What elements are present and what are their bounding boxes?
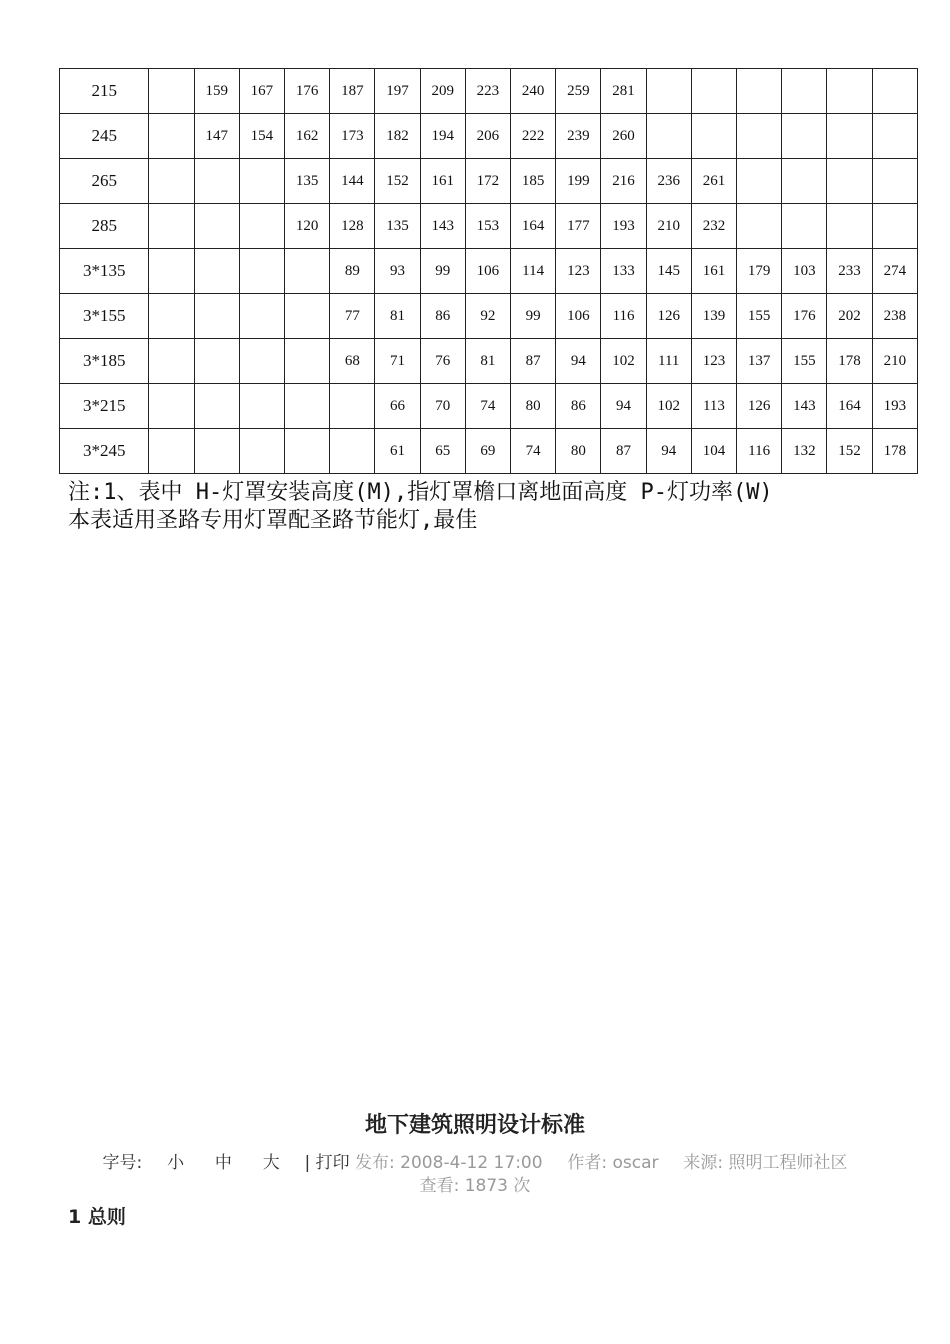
table-cell: 74 — [465, 384, 510, 429]
table-cell — [646, 114, 691, 159]
table-cell — [737, 69, 782, 114]
table-cell: 102 — [646, 384, 691, 429]
table-cell: 172 — [465, 159, 510, 204]
table-cell — [194, 204, 239, 249]
table-row — [60, 114, 918, 159]
table-cell: 94 — [646, 429, 691, 474]
table-cell: 99 — [420, 249, 465, 294]
table-cell — [782, 69, 827, 114]
table-cell — [872, 159, 917, 204]
table-row — [60, 429, 918, 474]
view-count: 查看: 1873 次 — [419, 1176, 531, 1196]
table-cell — [194, 159, 239, 204]
publish-date: 发布: 2008-4-12 17:00 — [355, 1153, 543, 1173]
table-cell — [194, 294, 239, 339]
table-cell: 139 — [691, 294, 736, 339]
table-cell: 69 — [465, 429, 510, 474]
table-cell: 216 — [601, 159, 646, 204]
font-size-large-link[interactable]: 大 — [262, 1153, 280, 1173]
table-cell: 161 — [420, 159, 465, 204]
table-cell: 209 — [420, 69, 465, 114]
table-cell: 202 — [827, 294, 872, 339]
table-cell: 144 — [330, 159, 375, 204]
author: 作者: oscar — [567, 1153, 659, 1173]
table-cell — [782, 114, 827, 159]
table-cell: 65 — [420, 429, 465, 474]
table-cell: 261 — [691, 159, 736, 204]
table-cell: 68 — [330, 339, 375, 384]
table-cell — [194, 249, 239, 294]
table-cell: 94 — [601, 384, 646, 429]
table-cell: 176 — [285, 69, 330, 114]
table-cell: 223 — [465, 69, 510, 114]
table-cell: 232 — [691, 204, 736, 249]
table-cell: 132 — [782, 429, 827, 474]
row-header-cell: 3*215 — [60, 384, 149, 429]
table-cell: 164 — [511, 204, 556, 249]
table-cell: 143 — [782, 384, 827, 429]
table-cell: 133 — [601, 249, 646, 294]
table-cell — [194, 339, 239, 384]
table-cell: 159 — [194, 69, 239, 114]
row-header-cell: 285 — [60, 204, 149, 249]
row-header-cell: 3*245 — [60, 429, 149, 474]
table-cell: 206 — [465, 114, 510, 159]
table-cell: 155 — [782, 339, 827, 384]
font-size-small-link[interactable]: 小 — [167, 1153, 185, 1173]
table-cell: 193 — [872, 384, 917, 429]
table-note-line-1: 注:1、表中 H-灯罩安装高度(M),指灯罩檐口离地面高度 P-灯功率(W) — [68, 480, 773, 505]
table-cell: 178 — [872, 429, 917, 474]
table-cell — [149, 204, 194, 249]
table-cell: 155 — [737, 294, 782, 339]
table-cell — [737, 114, 782, 159]
table-cell — [285, 429, 330, 474]
table-row — [60, 159, 918, 204]
table-cell: 66 — [375, 384, 420, 429]
table-cell: 116 — [737, 429, 782, 474]
table-cell: 147 — [194, 114, 239, 159]
table-cell: 120 — [285, 204, 330, 249]
table-cell: 176 — [782, 294, 827, 339]
meta-separator: | — [304, 1153, 311, 1173]
table-cell — [737, 159, 782, 204]
table-cell: 177 — [556, 204, 601, 249]
table-cell — [149, 114, 194, 159]
font-size-label: 字号: — [102, 1153, 143, 1173]
table-row — [60, 294, 918, 339]
table-cell — [149, 69, 194, 114]
table-cell: 222 — [511, 114, 556, 159]
table-row — [60, 339, 918, 384]
table-cell: 274 — [872, 249, 917, 294]
table-cell: 126 — [737, 384, 782, 429]
table-cell — [285, 249, 330, 294]
table-cell: 102 — [601, 339, 646, 384]
table-row — [60, 69, 918, 114]
table-cell: 161 — [691, 249, 736, 294]
table-cell: 281 — [601, 69, 646, 114]
table-cell: 61 — [375, 429, 420, 474]
table-cell: 86 — [556, 384, 601, 429]
table-cell — [782, 204, 827, 249]
row-header-cell: 3*135 — [60, 249, 149, 294]
table-cell — [239, 249, 284, 294]
row-header-cell: 215 — [60, 69, 149, 114]
table-cell: 123 — [691, 339, 736, 384]
table-cell: 239 — [556, 114, 601, 159]
table-cell — [872, 204, 917, 249]
table-cell: 74 — [511, 429, 556, 474]
table-cell — [330, 384, 375, 429]
table-cell: 238 — [872, 294, 917, 339]
table-cell: 143 — [420, 204, 465, 249]
table-cell — [330, 429, 375, 474]
table-cell — [239, 429, 284, 474]
table-cell — [737, 204, 782, 249]
table-cell: 210 — [872, 339, 917, 384]
illuminance-table — [59, 68, 918, 474]
table-cell: 185 — [511, 159, 556, 204]
table-cell: 81 — [375, 294, 420, 339]
table-cell: 86 — [420, 294, 465, 339]
table-cell: 210 — [646, 204, 691, 249]
table-cell: 114 — [511, 249, 556, 294]
table-cell — [194, 429, 239, 474]
table-cell: 104 — [691, 429, 736, 474]
table-cell — [149, 159, 194, 204]
table-cell: 137 — [737, 339, 782, 384]
row-header-cell: 245 — [60, 114, 149, 159]
table-cell: 94 — [556, 339, 601, 384]
table-row — [60, 249, 918, 294]
table-row — [60, 384, 918, 429]
table-cell — [239, 204, 284, 249]
table-cell: 194 — [420, 114, 465, 159]
table-cell: 92 — [465, 294, 510, 339]
table-cell: 135 — [285, 159, 330, 204]
table-cell — [691, 69, 736, 114]
table-cell: 152 — [827, 429, 872, 474]
table-cell — [149, 384, 194, 429]
table-cell: 123 — [556, 249, 601, 294]
table-cell: 99 — [511, 294, 556, 339]
table-cell: 106 — [465, 249, 510, 294]
table-cell — [691, 114, 736, 159]
table-cell: 173 — [330, 114, 375, 159]
section-heading: 1 总则 — [68, 1206, 126, 1228]
table-cell: 71 — [375, 339, 420, 384]
table-cell: 103 — [782, 249, 827, 294]
table-cell: 106 — [556, 294, 601, 339]
table-cell: 178 — [827, 339, 872, 384]
table-cell — [239, 384, 284, 429]
table-cell: 152 — [375, 159, 420, 204]
table-cell: 154 — [239, 114, 284, 159]
table-cell: 116 — [601, 294, 646, 339]
table-cell: 89 — [330, 249, 375, 294]
table-cell: 80 — [556, 429, 601, 474]
row-header-cell: 265 — [60, 159, 149, 204]
table-cell: 70 — [420, 384, 465, 429]
table-cell: 193 — [601, 204, 646, 249]
table-cell — [827, 159, 872, 204]
row-header-cell: 3*155 — [60, 294, 149, 339]
table-cell: 76 — [420, 339, 465, 384]
table-cell — [149, 339, 194, 384]
table-cell: 126 — [646, 294, 691, 339]
table-cell — [827, 204, 872, 249]
table-cell — [782, 159, 827, 204]
table-cell — [827, 69, 872, 114]
table-cell: 93 — [375, 249, 420, 294]
table-cell: 197 — [375, 69, 420, 114]
table-cell: 77 — [330, 294, 375, 339]
table-cell: 87 — [601, 429, 646, 474]
table-cell — [149, 249, 194, 294]
table-cell — [149, 429, 194, 474]
table-cell — [827, 114, 872, 159]
table-cell: 153 — [465, 204, 510, 249]
table-cell — [194, 384, 239, 429]
table-cell — [239, 339, 284, 384]
article-meta — [0, 1148, 950, 1173]
table-cell — [239, 159, 284, 204]
table-cell: 240 — [511, 69, 556, 114]
table-cell — [149, 294, 194, 339]
print-link[interactable]: 打印 — [315, 1153, 350, 1173]
table-cell: 80 — [511, 384, 556, 429]
table-cell: 260 — [601, 114, 646, 159]
table-cell: 145 — [646, 249, 691, 294]
table-cell — [646, 69, 691, 114]
table-cell — [285, 294, 330, 339]
article-title: 地下建筑照明设计标准 — [364, 1113, 585, 1138]
table-row — [60, 204, 918, 249]
table-cell — [239, 294, 284, 339]
table-cell: 187 — [330, 69, 375, 114]
row-header-cell: 3*185 — [60, 339, 149, 384]
table-cell: 167 — [239, 69, 284, 114]
table-note-line-2: 本表适用圣路专用灯罩配圣路节能灯,最佳 — [68, 508, 478, 533]
table-cell: 111 — [646, 339, 691, 384]
table-cell: 233 — [827, 249, 872, 294]
table-cell — [285, 339, 330, 384]
table-cell: 128 — [330, 204, 375, 249]
table-cell: 135 — [375, 204, 420, 249]
table-cell: 236 — [646, 159, 691, 204]
table-cell: 162 — [285, 114, 330, 159]
table-cell: 199 — [556, 159, 601, 204]
table-cell — [285, 384, 330, 429]
table-cell: 182 — [375, 114, 420, 159]
table-cell: 259 — [556, 69, 601, 114]
table-cell: 164 — [827, 384, 872, 429]
table-cell — [872, 114, 917, 159]
table-cell — [872, 69, 917, 114]
source: 来源: 照明工程师社区 — [683, 1153, 848, 1173]
table-cell: 87 — [511, 339, 556, 384]
font-size-medium-link[interactable]: 中 — [214, 1153, 232, 1173]
table-cell: 179 — [737, 249, 782, 294]
table-cell: 81 — [465, 339, 510, 384]
table-cell: 113 — [691, 384, 736, 429]
